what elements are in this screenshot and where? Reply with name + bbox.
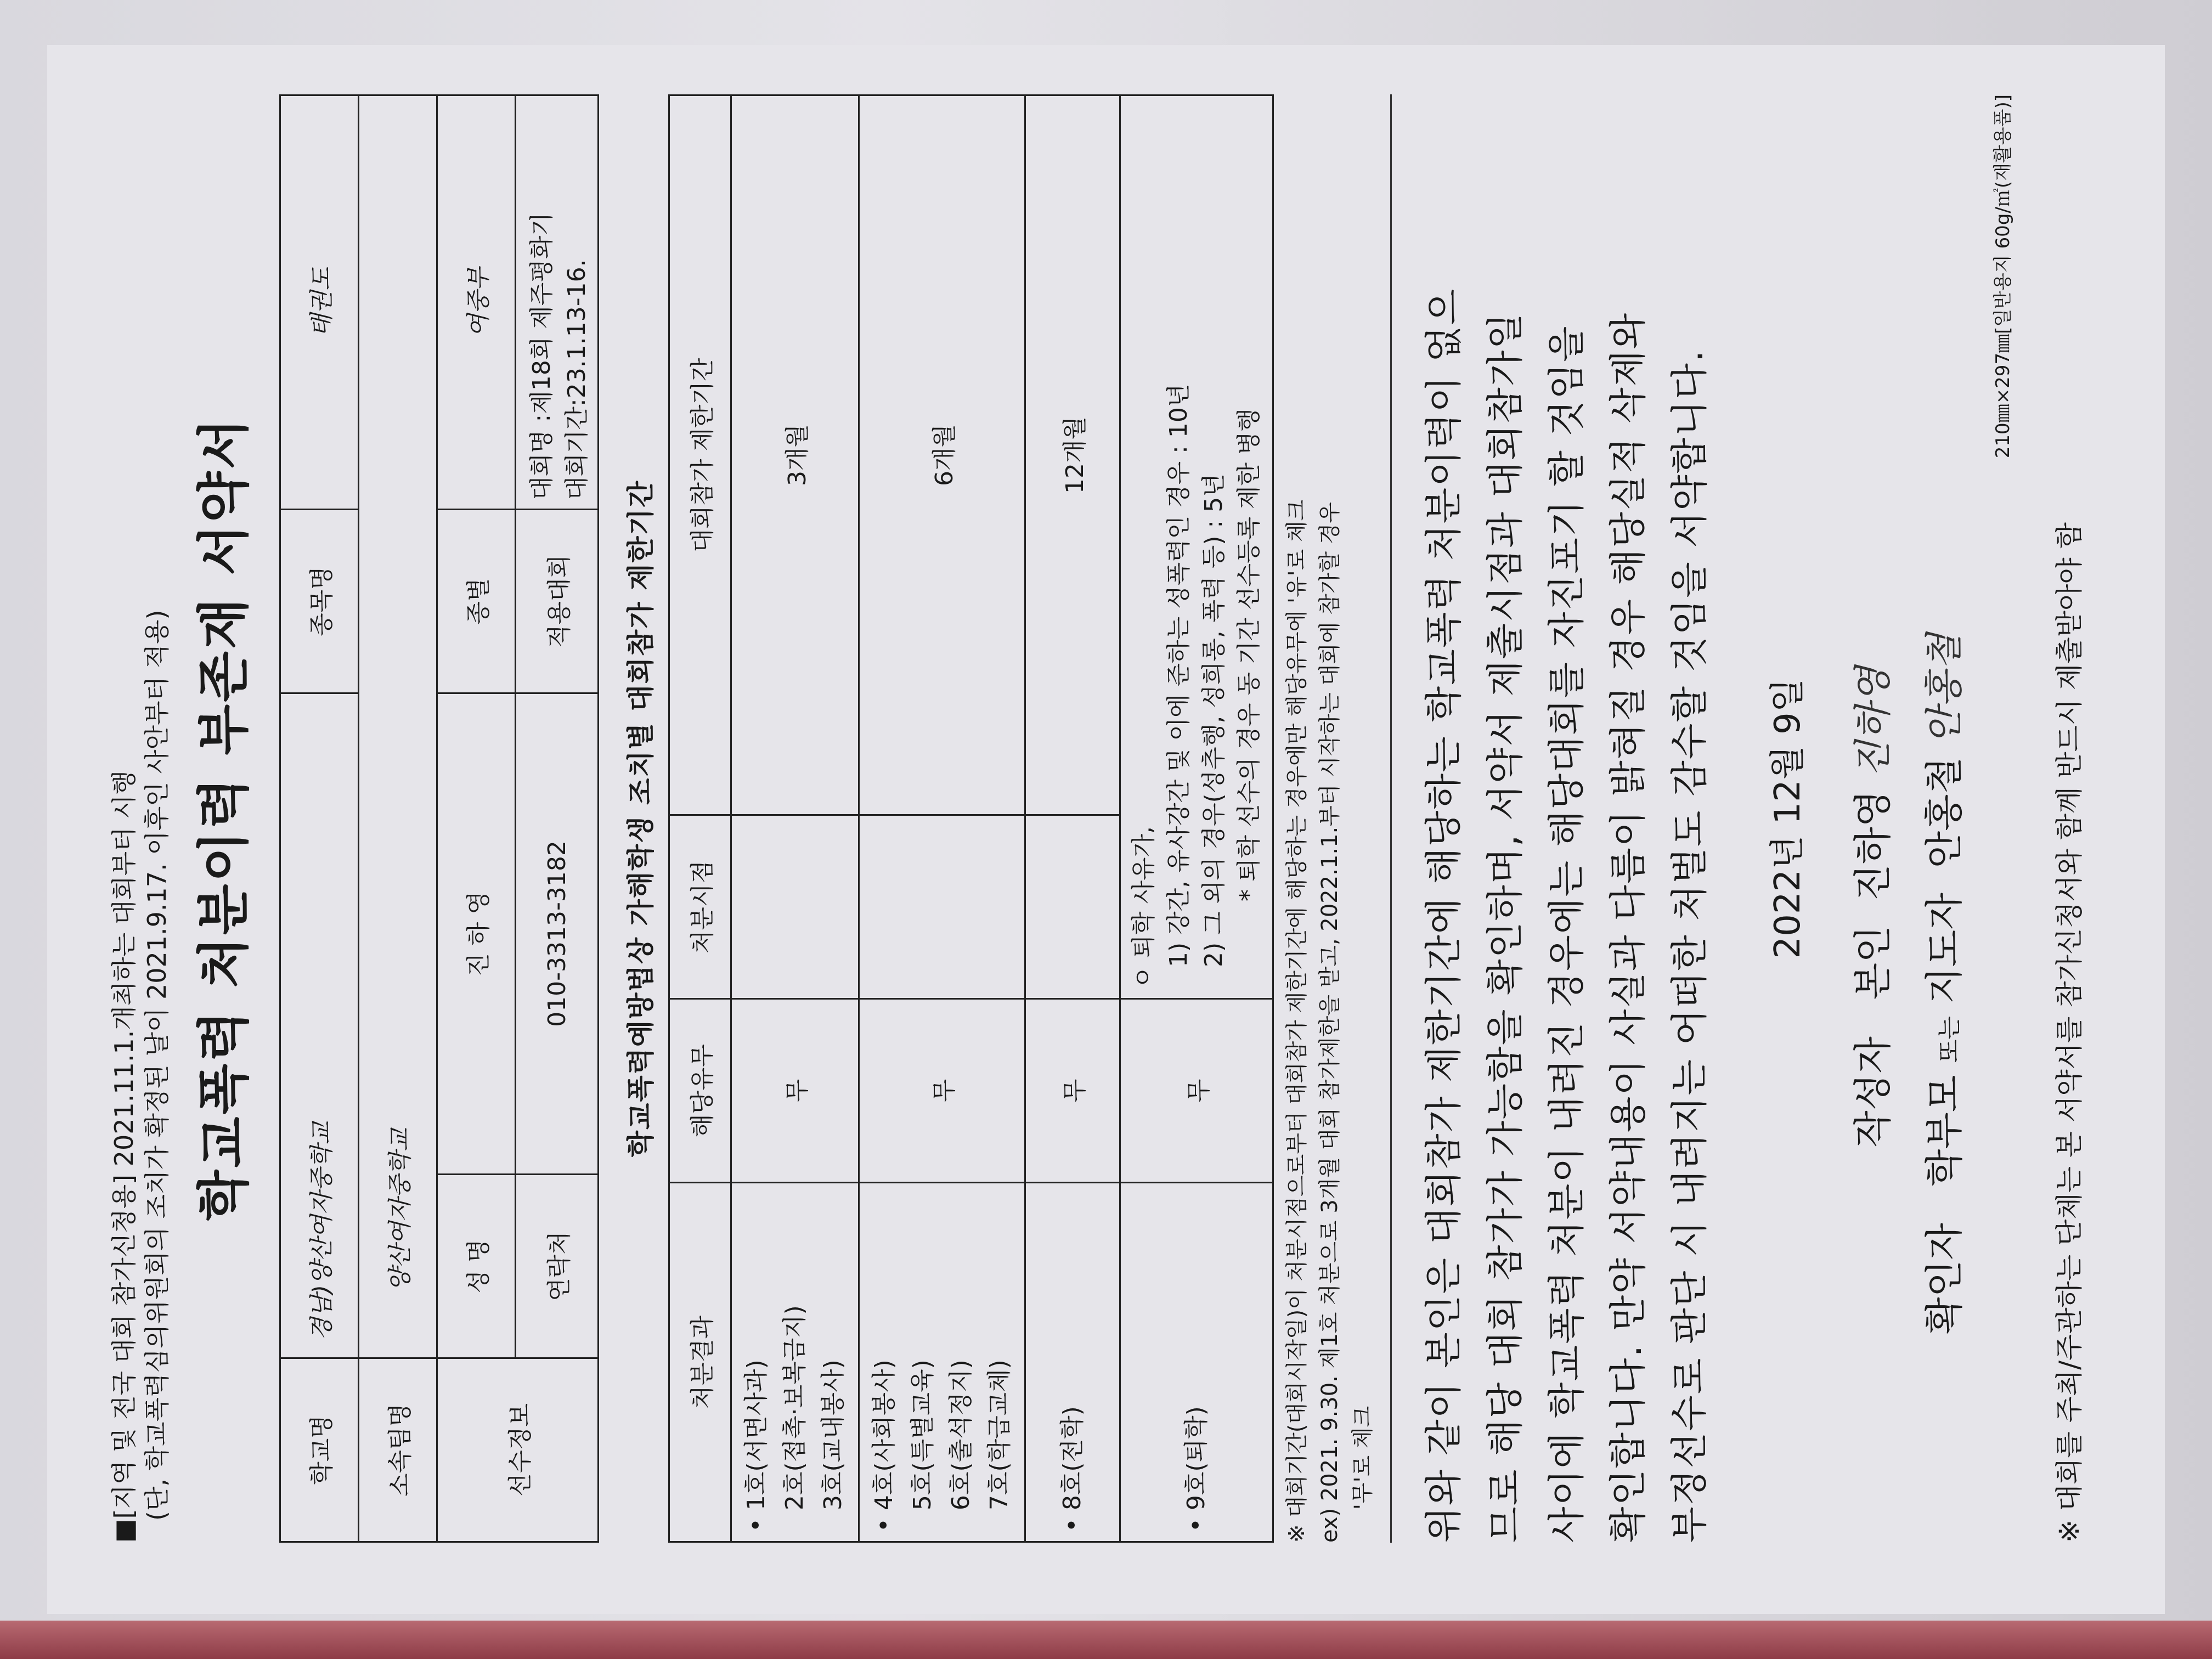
competition-value <box>516 95 599 510</box>
note-3: '무'로 체크 <box>1350 1406 1375 1510</box>
time-cell <box>859 815 1025 999</box>
category-value: 여중부 <box>437 95 516 510</box>
document-sheet <box>47 45 2165 1614</box>
author-label: 작성자 <box>1850 1036 1895 1148</box>
table-row <box>1025 95 1120 1542</box>
result-cell <box>859 1183 1025 1542</box>
result-item: 5호(특별교육) <box>909 1359 936 1510</box>
author-signature: 진하영 <box>1850 666 1895 778</box>
team-value: 양산여자중학교 <box>359 95 437 1358</box>
result-item: 2호(접촉·보복금지) <box>781 1305 809 1510</box>
confirmer-role-parent: 학부모 <box>1922 1075 1967 1187</box>
author-role: 본인 <box>1850 926 1895 1000</box>
result-item: • 8호(전학) <box>1058 1406 1086 1532</box>
confirmer-label: 확인자 <box>1922 1223 1967 1334</box>
applies-cell: 무 <box>731 999 859 1183</box>
limit-cell: 3개월 <box>731 95 859 815</box>
confirmer-signature-line <box>1909 94 1985 1334</box>
player-info-label: 선수정보 <box>437 1358 599 1542</box>
competition-period: 대회기간:23.1.13-16. <box>563 259 591 500</box>
event-label: 종목명 <box>280 510 359 693</box>
table-row <box>1120 95 1273 1542</box>
result-cell <box>1120 1183 1273 1542</box>
result-item: 6호(출석정지) <box>947 1359 975 1510</box>
time-cell <box>1025 815 1120 999</box>
discipline-table <box>668 94 1274 1543</box>
discipline-heading: 학교폭력예방법상 가해학생 조치별 대회참가 제한기간 <box>625 479 657 1158</box>
result-cell <box>731 1183 859 1542</box>
table-row <box>859 95 1025 1542</box>
col-result: 처분결과 <box>669 1183 731 1542</box>
paper-spec: 210㎜×297㎜[일반용지 60g/㎡(재활용품)] <box>1992 94 2014 459</box>
competition-name: 대회명 :제18회 제주평화기 <box>528 212 556 500</box>
name-value: 진 하 영 <box>437 693 516 1175</box>
document-content <box>108 94 2137 1543</box>
confirmer-or: 또는 <box>1936 1016 1963 1063</box>
pledge-line: 확인합니다. 만약 서약내용이 사실과 다름이 밝혀질 경우 해당실적 삭제와 <box>1607 312 1650 1543</box>
header-line-2: (단, 학교폭력심의위원회의 조치가 확정된 날이 2021.9.17. 이후인 사안부터 적용) <box>142 610 172 1521</box>
note-1: ※ 대회기간(대회시작일)이 처분시점으로부터 대회참가 제한기간에 해당하는 경우에만 해당유무에 '유'로 체크 <box>1284 499 1310 1543</box>
col-time: 처분시점 <box>669 815 731 999</box>
applies-cell: 무 <box>1120 999 1273 1183</box>
pledge-line: 므로 해당 대회 참가가 가능함을 확인하며, 서약서 제출시점과 대회참가일 <box>1484 312 1527 1543</box>
result-item: 3호(교내봉사) <box>819 1359 847 1510</box>
confirmer-name: 안홍철 <box>1922 757 1967 868</box>
school-value: 경남)양산여자중학교 <box>280 693 359 1358</box>
document-title: 학교폭력 처분이력 부존재 서약서 <box>193 416 255 1221</box>
limit-cell: 12개월 <box>1025 95 1120 815</box>
player-info-table <box>279 94 599 1543</box>
event-value: 태권도 <box>280 95 359 510</box>
note-line: 2) 그 외의 경우(성추행, 성희롱, 폭력 등) : 5년 <box>1200 473 1228 967</box>
result-item: • 4호(사회봉사) <box>870 1359 898 1532</box>
footer-note: ※ 대회를 주최/주관하는 단체는 본 서약서를 참가신청서와 함께 반드시 제출받아야 함 <box>2053 522 2085 1543</box>
contact-label: 연락처 <box>516 1175 599 1358</box>
limit-cell: 6개월 <box>859 95 1025 815</box>
document-date: 2022년 12월 9일 <box>1768 678 1808 959</box>
school-label: 학교명 <box>280 1358 359 1542</box>
result-item: • 9호(퇴학) <box>1182 1406 1210 1532</box>
result-item: • 1호(서면사과) <box>742 1359 770 1532</box>
result-item: 7호(학급교체) <box>985 1359 1013 1510</box>
pledge-line: 사이에 학교폭력 처분이 내려진 경우에는 해당대회를 자진포기 할 것임을 <box>1545 325 1589 1543</box>
note-line: 1) 강간, 유사강간 및 이에 준하는 성폭력인 경우 : 10년 <box>1165 383 1193 967</box>
competition-label: 적용대회 <box>516 510 599 693</box>
author-name: 진하영 <box>1850 789 1895 901</box>
note-line: * 퇴학 선수의 경우 동 기간 선수등록 제한 병행 <box>1235 408 1263 901</box>
contact-value: 010-3313-3182 <box>516 693 599 1175</box>
table-surface <box>0 1621 2212 1659</box>
confirmer-signature: 안홍철 <box>1922 633 1967 745</box>
author-signature-line <box>1837 94 1909 1148</box>
team-label: 소속팀명 <box>359 1358 437 1542</box>
result-cell <box>1025 1183 1120 1542</box>
col-limit: 대회참가 제한기간 <box>669 95 731 815</box>
pledge-text <box>1414 94 1721 1543</box>
table-row <box>731 95 859 1542</box>
note-2: ex) 2021. 9.30. 제1호 처분으로 3개월 대회 참가제한을 받고, 2022.1.1.부터 시작하는 대회에 참가할 경우 <box>1317 501 1342 1543</box>
note-line: ㅇ 퇴학 사유가, <box>1130 826 1158 989</box>
header-line-1: ■[지역 및 전국 대회 참가신청용] 2021.11.1.개최하는 대회부터 시행 <box>109 770 139 1543</box>
pledge-line: 부정선수로 판단 시 내려지는 어떠한 처벌도 감수할 것임을 서약합니다. <box>1668 349 1712 1543</box>
category-label: 종별 <box>437 510 516 693</box>
pledge-line: 위와 같이 본인은 대회참가 제한기간에 해당하는 학교폭력 처분이력이 없으 <box>1423 287 1466 1543</box>
confirmer-role-coach: 지도자 <box>1922 893 1967 1004</box>
applies-cell: 무 <box>859 999 1025 1183</box>
applies-cell: 무 <box>1025 999 1120 1183</box>
expulsion-notes <box>1120 95 1273 999</box>
time-cell <box>731 815 859 999</box>
col-applies: 해당유무 <box>669 999 731 1183</box>
name-label: 성 명 <box>437 1175 516 1358</box>
